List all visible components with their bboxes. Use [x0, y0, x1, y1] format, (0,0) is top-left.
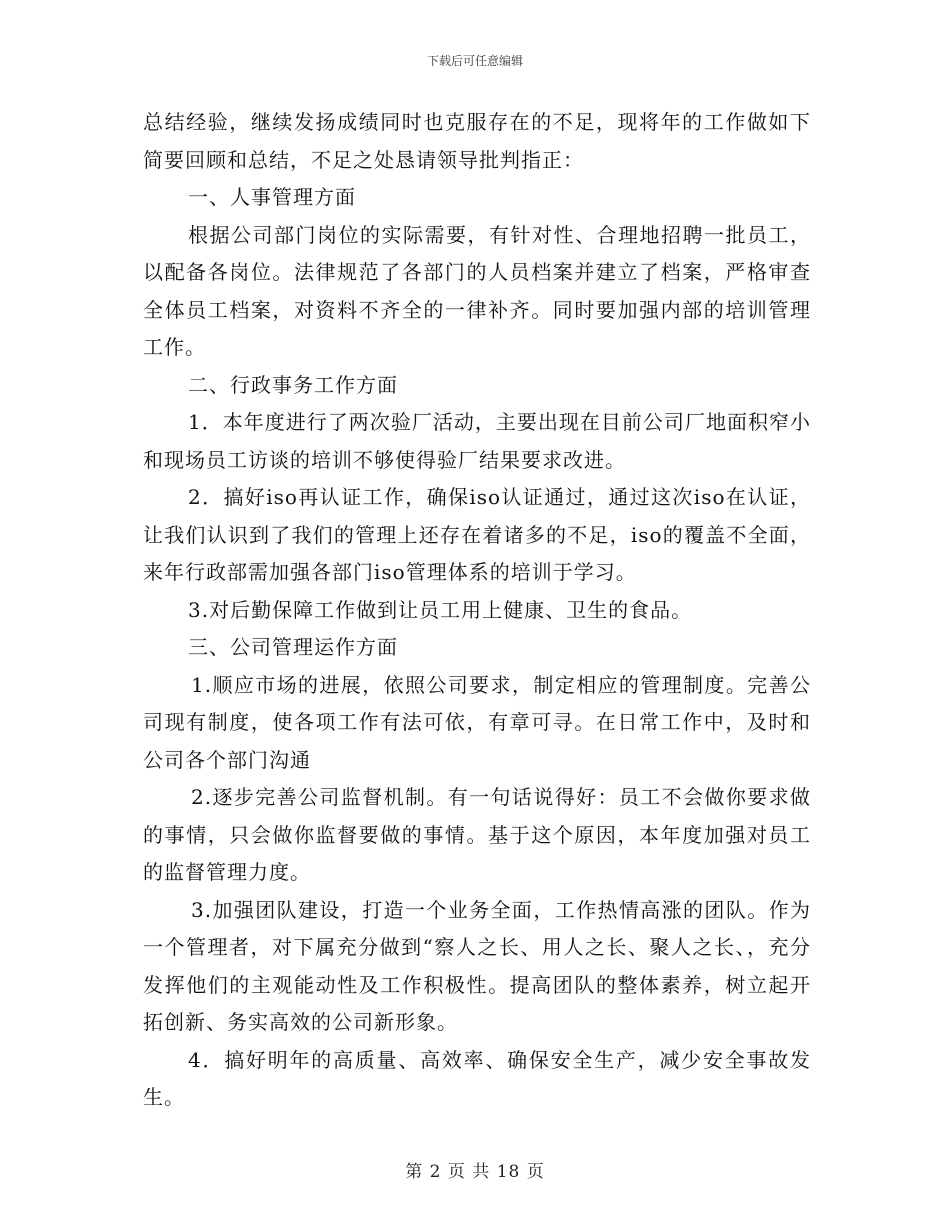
- paragraph-management-4: 4．搞好明年的高质量、高效率、确保安全生产，减少安全事故发生。: [143, 1047, 811, 1109]
- intro-paragraph: 总结经验，继续发扬成绩同时也克服存在的不足，现将年的工作做如下简要回顾和总结，不足之处恳请领导批判指正：: [143, 110, 811, 172]
- paragraph-admin-1: 1．本年度进行了两次验厂活动，主要出现在目前公司厂地面积窄小和现场员工访谈的培训不够使得验厂结果要求改进。: [143, 410, 811, 472]
- section-heading-personnel: 一、人事管理方面: [188, 185, 356, 209]
- document-body: [143, 104, 811, 1117]
- section-heading-admin: 二、行政事务工作方面: [188, 372, 398, 397]
- paragraph-admin-3: 3.对后勤保障工作做到让员工用上健康、卫生的食品。: [188, 597, 693, 622]
- page-header: 下载后可任意编辑: [426, 54, 523, 68]
- paragraph-personnel: 根据公司部门岗位的实际需要，有针对性、合理地招聘一批员工，以配备各岗位。法律规范了各部门的人员档案并建立了档案，严格审查全体员工档案，对资料不齐全的一律补齐。同时要加强内部的培训管理工作。: [143, 222, 811, 359]
- paragraph-management-2: 2.逐步完善公司监督机制。有一句话说得好：员工不会做你要求做的事情，只会做你监督要做的事情。基于这个原因，本年度加强对员工的监督管理力度。: [143, 785, 811, 884]
- paragraph-admin-2: 2．搞好iso再认证工作，确保iso认证通过，通过这次iso在认证，让我们认识到了我们的管理上还存在着诸多的不足，iso的覆盖不全面，来年行政部需加强各部门iso管理体系的培训于学习。: [143, 485, 811, 584]
- paragraph-management-1: 1.顺应市场的进展，依照公司要求，制定相应的管理制度。完善公司现有制度，使各项工作有法可依，有章可寻。在日常工作中，及时和公司各个部门沟通: [143, 672, 811, 772]
- page-footer: 第 2 页 共 18 页: [405, 1162, 545, 1182]
- paragraph-management-3: 3.加强团队建设，打造一个业务全面，工作热情高涨的团队。作为一个管理者，对下属充分做到“察人之长、用人之长、聚人之长、，充分发挥他们的主观能动性及工作积极性。提高团队的整体素养，树立起开拓创新、务实高效的公司新形象。: [143, 897, 811, 1034]
- section-heading-management: 三、公司管理运作方面: [188, 635, 398, 659]
